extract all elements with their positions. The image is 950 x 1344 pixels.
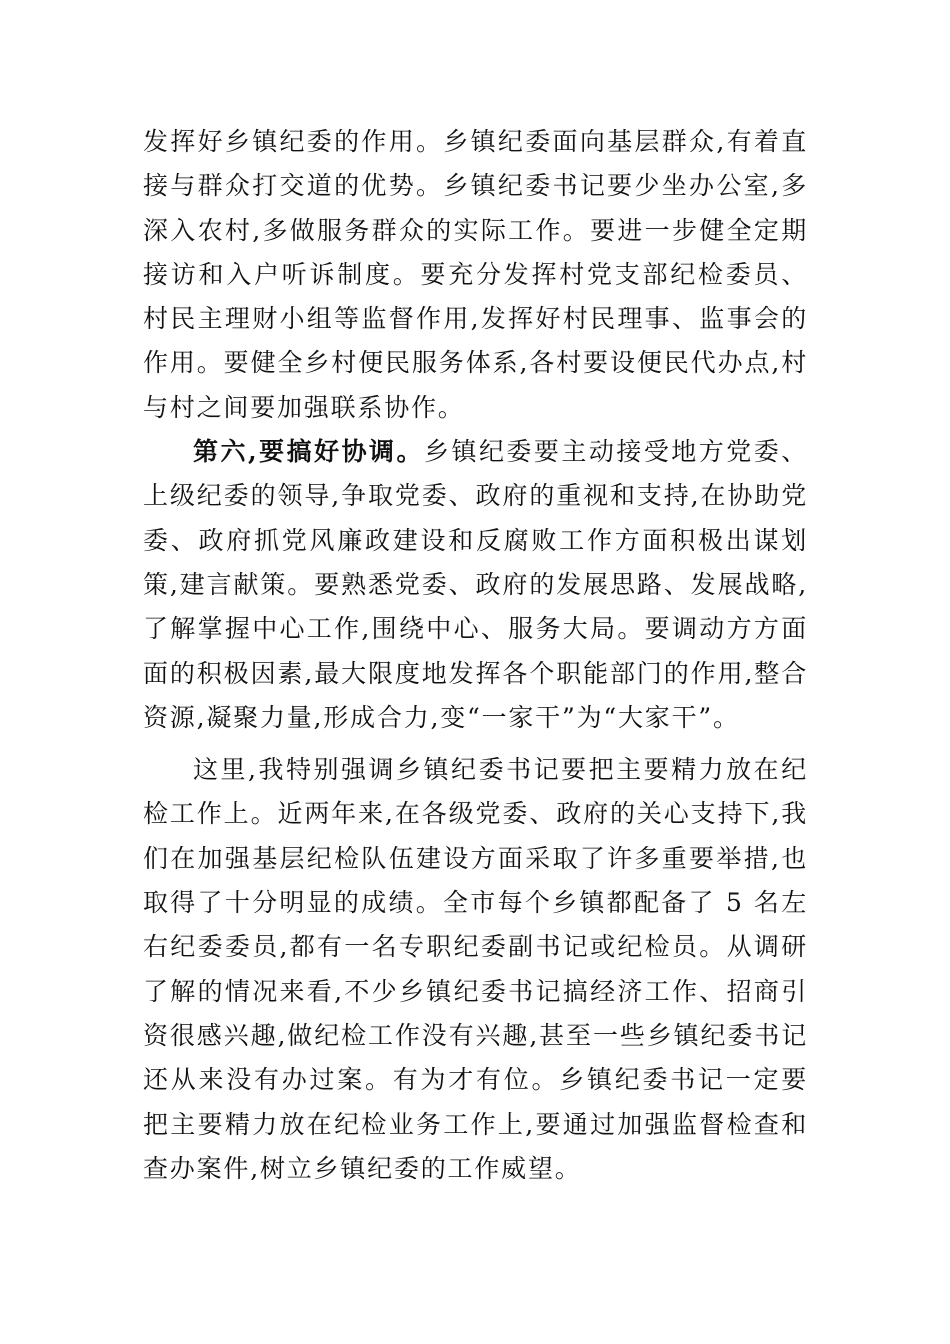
- document-body: [143, 120, 808, 1191]
- paragraph-lead-heading: 第六,要搞好协调。: [193, 437, 424, 467]
- paragraph-text: 乡镇纪委要主动接受地方党委、上级纪委的领导,争取党委、政府的重视和支持,在协助党委、政府抓党风廉政建设和反腐败工作方面积极出谋划策,建言献策。要熟悉党委、政府的发展思路、发展战略,了解掌握中心工作,围绕中心、服务大局。要调动方方面面的积极因素,最大限度地发挥各个职能部门的作用,整合资源,凝聚力量,形成合力,变“一家干”为“大家干”。: [143, 437, 809, 732]
- paragraph-emphasis: [143, 748, 808, 1191]
- paragraph-continuation: [143, 120, 808, 430]
- paragraph-sixth-point: [143, 430, 808, 740]
- paragraph-text: 发挥好乡镇纪委的作用。乡镇纪委面向基层群众,有着直接与群众打交道的优势。乡镇纪委书记要少坐办公室,多深入农村,多做服务群众的实际工作。要进一步健全定期接访和入户听诉制度。要充分发挥村党支部纪检委员、村民主理财小组等监督作用,发挥好村民理事、监事会的作用。要健全乡村便民服务体系,各村要设便民代办点,村与村之间要加强联系协作。: [143, 127, 808, 422]
- paragraph-text: 这里,我特别强调乡镇纪委书记要把主要精力放在纪检工作上。近两年来,在各级党委、政府的关心支持下,我们在加强基层纪检队伍建设方面采取了许多重要举措,也取得了十分明显的成绩。全市每个乡镇都配备了 5 名左右纪委委员,都有一名专职纪委副书记或纪检员。从调研了解的情况来看,不少乡镇纪委书记搞经济工作、招商引资很感兴趣,做纪检工作没有兴趣,甚至一些乡镇纪委书记还从来没有办过案。有为才有位。乡镇纪委书记一定要把主要精力放在纪检业务工作上,要通过加强监督检查和查办案件,树立乡镇纪委的工作威望。: [143, 755, 808, 1183]
